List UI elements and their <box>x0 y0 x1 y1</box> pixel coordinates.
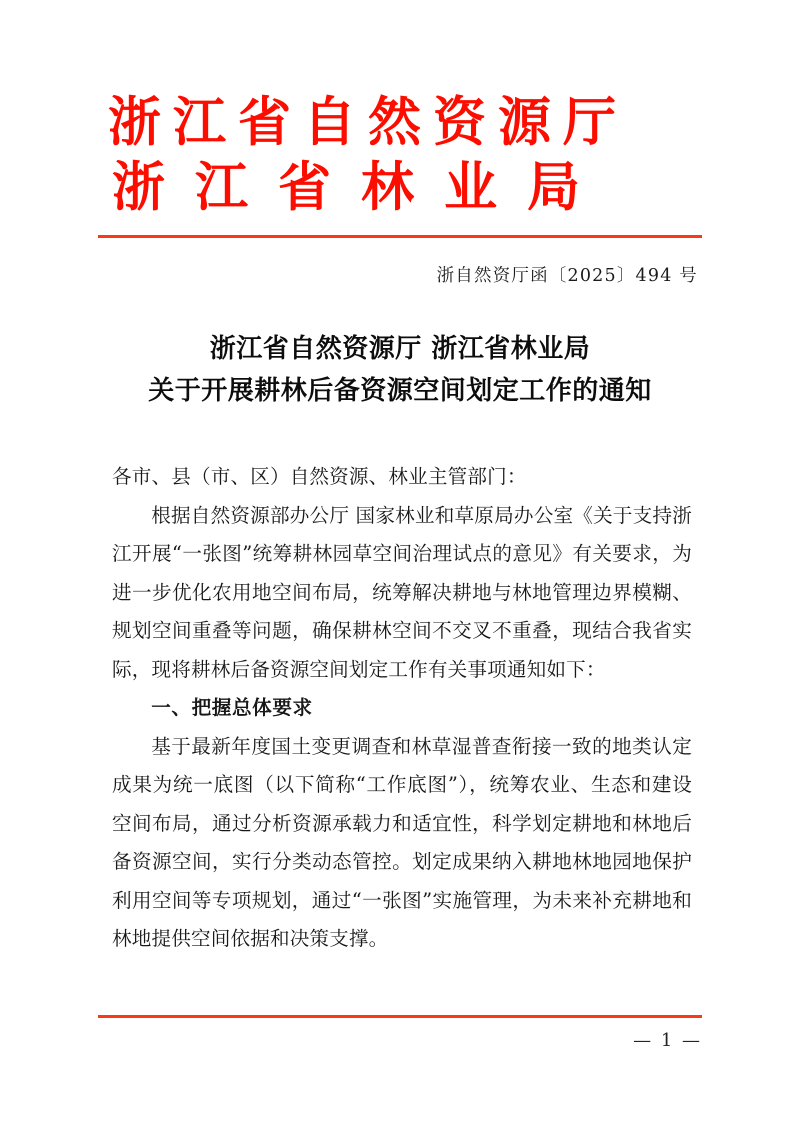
section-1-paragraph: 基于最新年度国土变更调查和林草湿普查衔接一致的地类认定成果为统一底图（以下简称“工作底图”），统筹农业、生态和建设空间布局，通过分析资源承载力和适宜性，科学划定耕地和林地后备资源空间，实行分类动态管控。划定成果纳入耕地林地园地保护利用空间等专项规划，通过“一张图”实施管理，为未来补充耕地和林地提供空间依据和决策支撑。 <box>112 734 692 950</box>
title-line-issuers: 浙江省自然资源厅 浙江省林业局 <box>209 334 591 364</box>
document-title <box>60 328 740 412</box>
page-number: — 1 — <box>633 1030 702 1051</box>
footer-red-rule <box>98 1015 702 1018</box>
masthead <box>98 91 702 218</box>
document-number: 浙自然资厅函〔2025〕494 号 <box>436 266 698 286</box>
title-line-subject: 关于开展耕林后备资源空间划定工作的通知 <box>148 376 652 407</box>
document-body <box>112 458 692 959</box>
body-paragraph-1: 根据自然资源部办公厅 国家林业和草原局办公室《关于支持浙江开展“一张图”统筹耕林园草空间治理试点的意见》有关要求，为进一步优化农用地空间布局，统筹解决耕地与林地管理边界模糊、规划空间重叠等问题，确保耕林空间不交叉不重叠，现结合我省实际，现将耕林后备资源空间划定工作有关事项通知如下： <box>112 503 692 681</box>
masthead-line-department: 浙江省自然资源厅 <box>108 91 628 153</box>
masthead-line-forestry-bureau: 浙江省林业局 <box>112 156 610 218</box>
header-red-rule <box>98 235 702 238</box>
section-heading-1: 一、把握总体要求 <box>151 696 313 719</box>
body-addressee: 各市、县（市、区）自然资源、林业主管部门： <box>112 465 527 488</box>
